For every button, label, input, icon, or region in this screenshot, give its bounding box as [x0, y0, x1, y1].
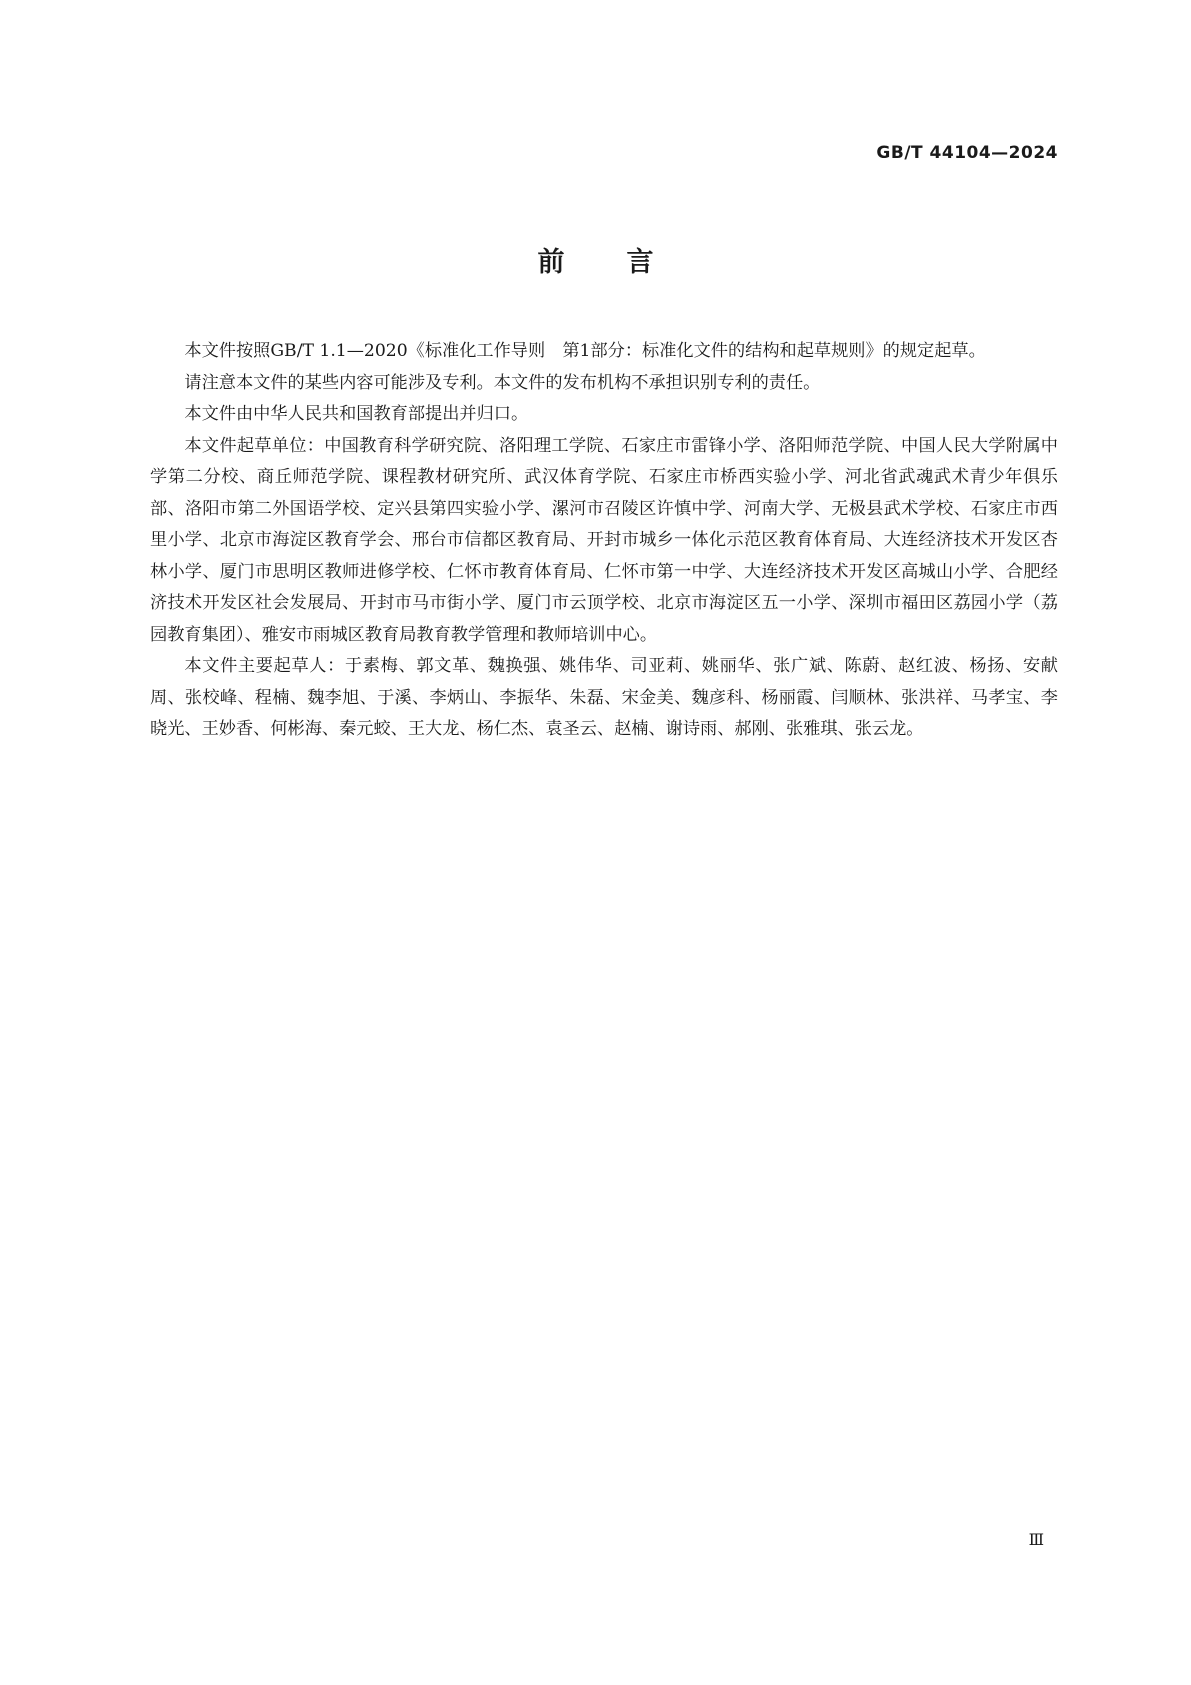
standard-code: GB/T 44104—2024	[876, 143, 1058, 163]
paragraph-drafting-rules: 本文件按照GB/T 1.1—2020《标准化工作导则 第1部分：标准化文件的结构和起草规则》的规定起草。	[184, 341, 986, 361]
document-body	[150, 336, 1058, 746]
page-title: 前言	[537, 247, 716, 278]
paragraph-patent-notice: 请注意本文件的某些内容可能涉及专利。本文件的发布机构不承担识别专利的责任。	[184, 372, 821, 393]
page-number: Ⅲ	[1028, 1530, 1044, 1549]
paragraph-proposer: 本文件由中华人民共和国教育部提出并归口。	[184, 404, 529, 424]
paragraph-drafting-units: 本文件起草单位：中国教育科学研究院、洛阳理工学院、石家庄市雷锋小学、洛阳师范学院、中国人民大学附属中学第二分校、商丘师范学院、课程教材研究所、武汉体育学院、石家庄市桥西实验小学、河北省武魂武术青少年俱乐部、洛阳市第二外国语学校、定兴县第四实验小学、漯河市召陵区许慎中学、河南大学、无极县武术学校、石家庄市西里小学、北京市海淀区教育学会、邢台市信都区教育局、开封市城乡一体化示范区教育体育局、大连经济技术开发区杏林小学、厦门市思明区教师进修学校、仁怀市教育体育局、仁怀市第一中学、大连经济技术开发区高城山小学、合肥经济技术开发区社会发展局、开封市马市街小学、厦门市云顶学校、北京市海淀区五一小学、深圳市福田区荔园小学（荔园教育集团）、雅安市雨城区教育局教育教学管理和教师培训中心。	[150, 435, 1058, 645]
paragraph-drafters: 本文件主要起草人：于素梅、郭文革、魏换强、姚伟华、司亚莉、姚丽华、张广斌、陈蔚、赵红波、杨扬、安献周、张校峰、程楠、魏李旭、于溪、李炳山、李振华、朱磊、宋金美、魏彦科、杨丽霞、闫顺林、张洪祥、马孝宝、李晓光、王妙香、何彬海、秦元蛟、王大龙、杨仁杰、袁圣云、赵楠、谢诗雨、郝刚、张雅琪、张云龙。	[150, 656, 1058, 739]
